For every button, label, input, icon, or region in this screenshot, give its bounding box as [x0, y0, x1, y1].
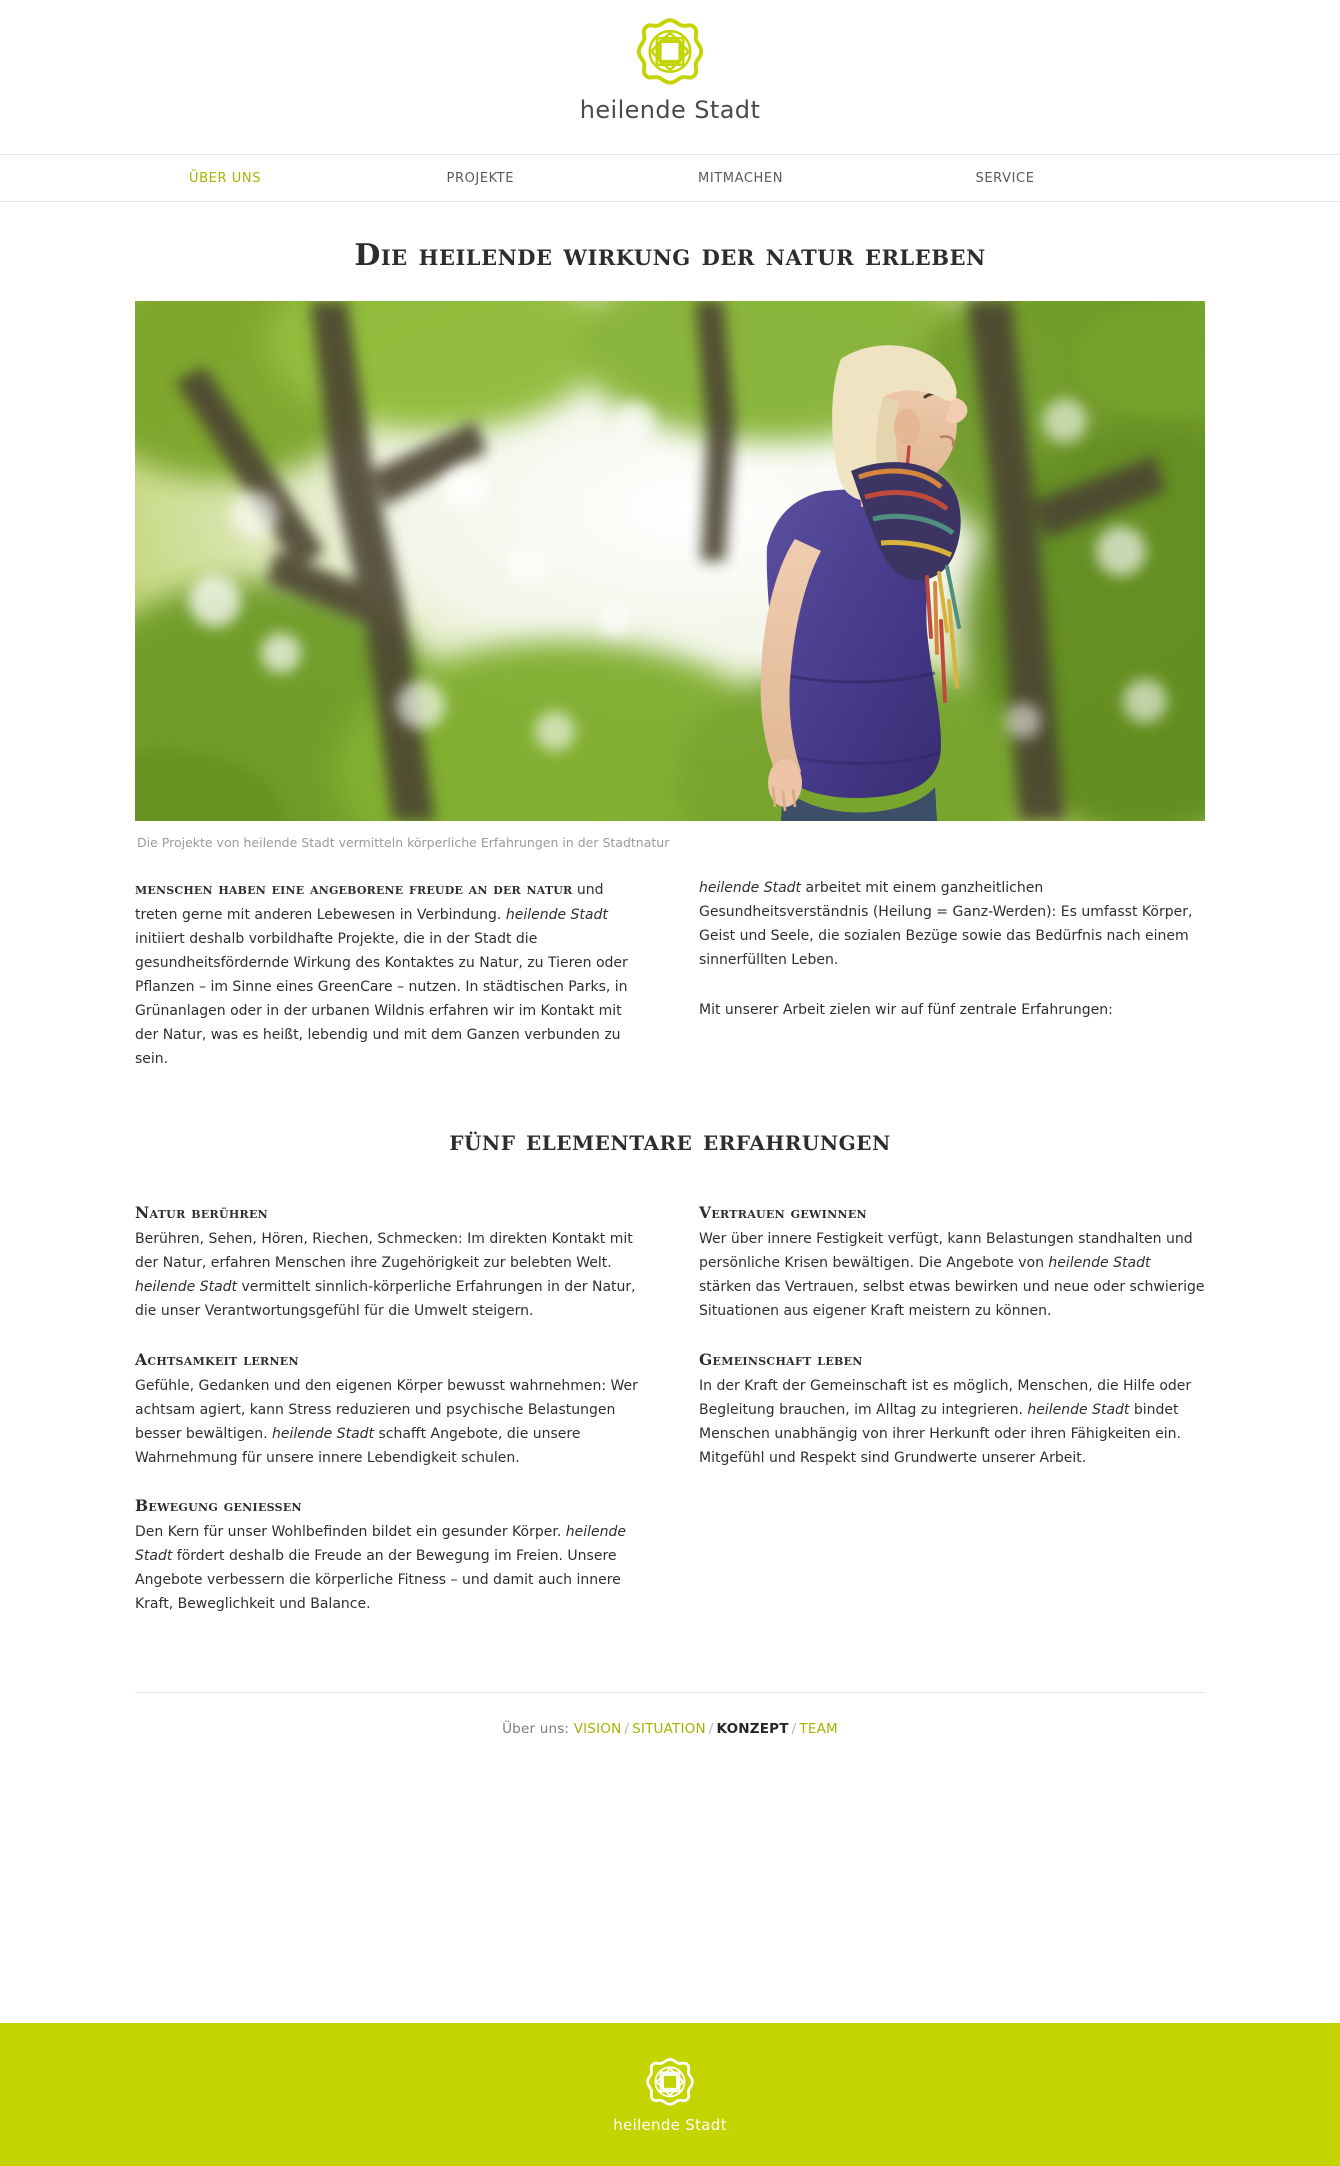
brand-italic: heilende Stadt: [699, 880, 802, 896]
experience-title: Vertrauen gewinnen: [699, 1203, 867, 1223]
subnav-separator: /: [791, 1721, 797, 1738]
experience-text-part-2: vermittelt sinnlich-körperliche Erfahrungen in der Natur, die unser Verantwortungsgefühl für die Umwelt steigern.: [135, 1279, 636, 1320]
subnav-item-konzept[interactable]: KONZEPT: [716, 1721, 789, 1738]
experience-text-part-2: bindet Menschen unabhängig von ihrer Herkunft oder ihren Fähigkeiten ein. Mitgefühl und Respekt sind Grundwerte unserer Arbeit.: [699, 1401, 1181, 1466]
intro-right-column: [699, 876, 1205, 1087]
intro-left-paragraph: [135, 876, 641, 1071]
experience-gemeinschaft-leben: [699, 1350, 1205, 1470]
intro-left-column: [135, 876, 641, 1087]
subnav-separator: /: [624, 1721, 630, 1738]
brand-italic: heilende Stadt: [135, 1523, 626, 1564]
brand-wordmark[interactable]: heilende Stadt: [579, 96, 761, 124]
experience-vertrauen-gewinnen: [699, 1203, 1205, 1323]
brand-italic: heilende Stadt: [271, 1425, 375, 1442]
page-title: Die heilende wirkung der natur erleben: [354, 238, 986, 273]
hero-image: [135, 301, 1205, 821]
subnav-item-vision[interactable]: VISION: [573, 1721, 622, 1738]
footer-wordmark[interactable]: heilende Stadt: [613, 2116, 727, 2134]
experience-title: Gemeinschaft leben: [699, 1349, 863, 1369]
experience-title: Bewegung geniessen: [135, 1495, 302, 1515]
nav-item-service[interactable]: SERVICE: [975, 170, 1035, 186]
main-content: [135, 202, 1205, 1642]
experience-bewegung-geniessen: [135, 1496, 641, 1616]
experience-text-part-1: Gefühle, Gedanken und den eigenen Körper bewusst wahrnehmen: Wer achtsam agiert, kann Stress reduzieren und psychische Belastungen besser bewältigen.: [135, 1377, 638, 1442]
intro-section: [135, 850, 1205, 1087]
hero-figure: [135, 301, 1205, 850]
experiences-left-column: [135, 1203, 641, 1642]
subnav-container: [135, 1692, 1205, 1737]
brand-italic: heilende Stadt: [1048, 1255, 1151, 1272]
experience-achtsamkeit-lernen: [135, 1350, 641, 1470]
site-footer: [0, 2023, 1340, 2166]
brand-italic: heilende Stadt: [135, 1279, 238, 1296]
experiences-section-title: fünf elementare erfahrungen: [449, 1123, 891, 1158]
experience-text-part-1: Wer über innere Festigkeit verfügt, kann Belastungen standhalten und persönliche Krisen bewältigen. Die Angebote von: [699, 1231, 1193, 1272]
nav-item-projekte[interactable]: PROJEKTE: [446, 170, 515, 186]
experience-title: Natur berühren: [135, 1203, 269, 1223]
experiences-right-column: [699, 1203, 1205, 1642]
intro-left-text-1: und treten gerne mit anderen Lebewesen in Verbindung.: [135, 882, 604, 923]
nav-item-ueber-uns[interactable]: ÜBER UNS: [189, 170, 262, 186]
experience-title: Achtsamkeit lernen: [135, 1349, 299, 1369]
experience-text: [699, 1227, 1205, 1323]
experience-text-part-1: Berühren, Sehen, Hören, Riechen, Schmecken: Im direkten Kontakt mit der Natur, erfahren Menschen ihre Zugehörigkeit zur belebten Welt.: [135, 1231, 633, 1272]
nav-item-mitmachen[interactable]: MITMACHEN: [698, 170, 784, 186]
experience-text: [135, 1374, 641, 1470]
subnav-item-situation[interactable]: SITUATION: [632, 1721, 706, 1738]
intro-right-paragraph-1: [699, 876, 1205, 972]
subnav-label: Über uns:: [502, 1721, 570, 1738]
experience-text-part-2: schafft Angebote, die unsere Wahrnehmung für unsere innere Lebendigkeit schulen.: [135, 1425, 581, 1466]
brand-italic: heilende Stadt: [1027, 1401, 1130, 1418]
experience-text: [699, 1374, 1205, 1470]
intro-lead-in: menschen haben eine angeborene freude an der natur: [135, 879, 573, 898]
intro-left-text-2: initiiert deshalb vorbildhafte Projekte, die in der Stadt die gesundheitsfördernde Wirkung des Kontaktes zu Natur, zu Tieren oder Pflanzen – im Sinne eines GreenCare – nutzen. In städtischen Parks, in Grünanlagen oder in der urbanen Wildnis erfahren wir im Kontakt mit der Natur, was es heißt, lebendig und mit dem Ganzen verbunden zu sein.: [135, 930, 628, 1068]
experience-text-part-2: fördert deshalb die Freude an der Bewegung im Freien. Unsere Angebote verbessern die körperliche Fitness – und damit auch innere Kraft, Beweglichkeit und Balance.: [135, 1547, 621, 1613]
experience-text-part-1: Den Kern für unser Wohlbefinden bildet ein gesunder Körper.: [135, 1523, 566, 1540]
subnav: [135, 1721, 1205, 1737]
intro-right-text-1: arbeitet mit einem ganzheitlichen Gesundheitsverständnis (Heilung = Ganz-Werden): Es umfasst Körper, Geist und Seele, die sozialen Bezüge sowie das Bedürfnis nach einem sinnerfüllten Leben.: [699, 880, 1193, 969]
mandala-flower-icon[interactable]: [642, 2055, 698, 2111]
experience-text-part-1: In der Kraft der Gemeinschaft ist es möglich, Menschen, die Hilfe oder Begleitung brauchen, im Alltag zu integrieren.: [699, 1377, 1192, 1418]
primary-navigation: [0, 155, 1340, 202]
brand-italic: heilende Stadt: [505, 906, 608, 923]
experience-text: [135, 1227, 641, 1323]
subnav-item-team[interactable]: TEAM: [799, 1721, 838, 1738]
experience-text-part-2: stärken das Vertrauen, selbst etwas bewirken und neue oder schwierige Situationen aus eigener Kraft meistern zu können.: [699, 1279, 1205, 1320]
experiences-section: [135, 1191, 1205, 1642]
experience-text: [135, 1520, 641, 1616]
intro-right-paragraph-2: Mit unserer Arbeit zielen wir auf fünf zentrale Erfahrungen:: [699, 1002, 1113, 1019]
masthead: [0, 0, 1340, 155]
mandala-flower-icon[interactable]: [631, 14, 709, 92]
experience-natur-beruehren: [135, 1203, 641, 1323]
subnav-separator: /: [708, 1721, 714, 1738]
hero-caption: Die Projekte von heilende Stadt vermitteln körperliche Erfahrungen in der Stadtnatur: [137, 835, 670, 850]
